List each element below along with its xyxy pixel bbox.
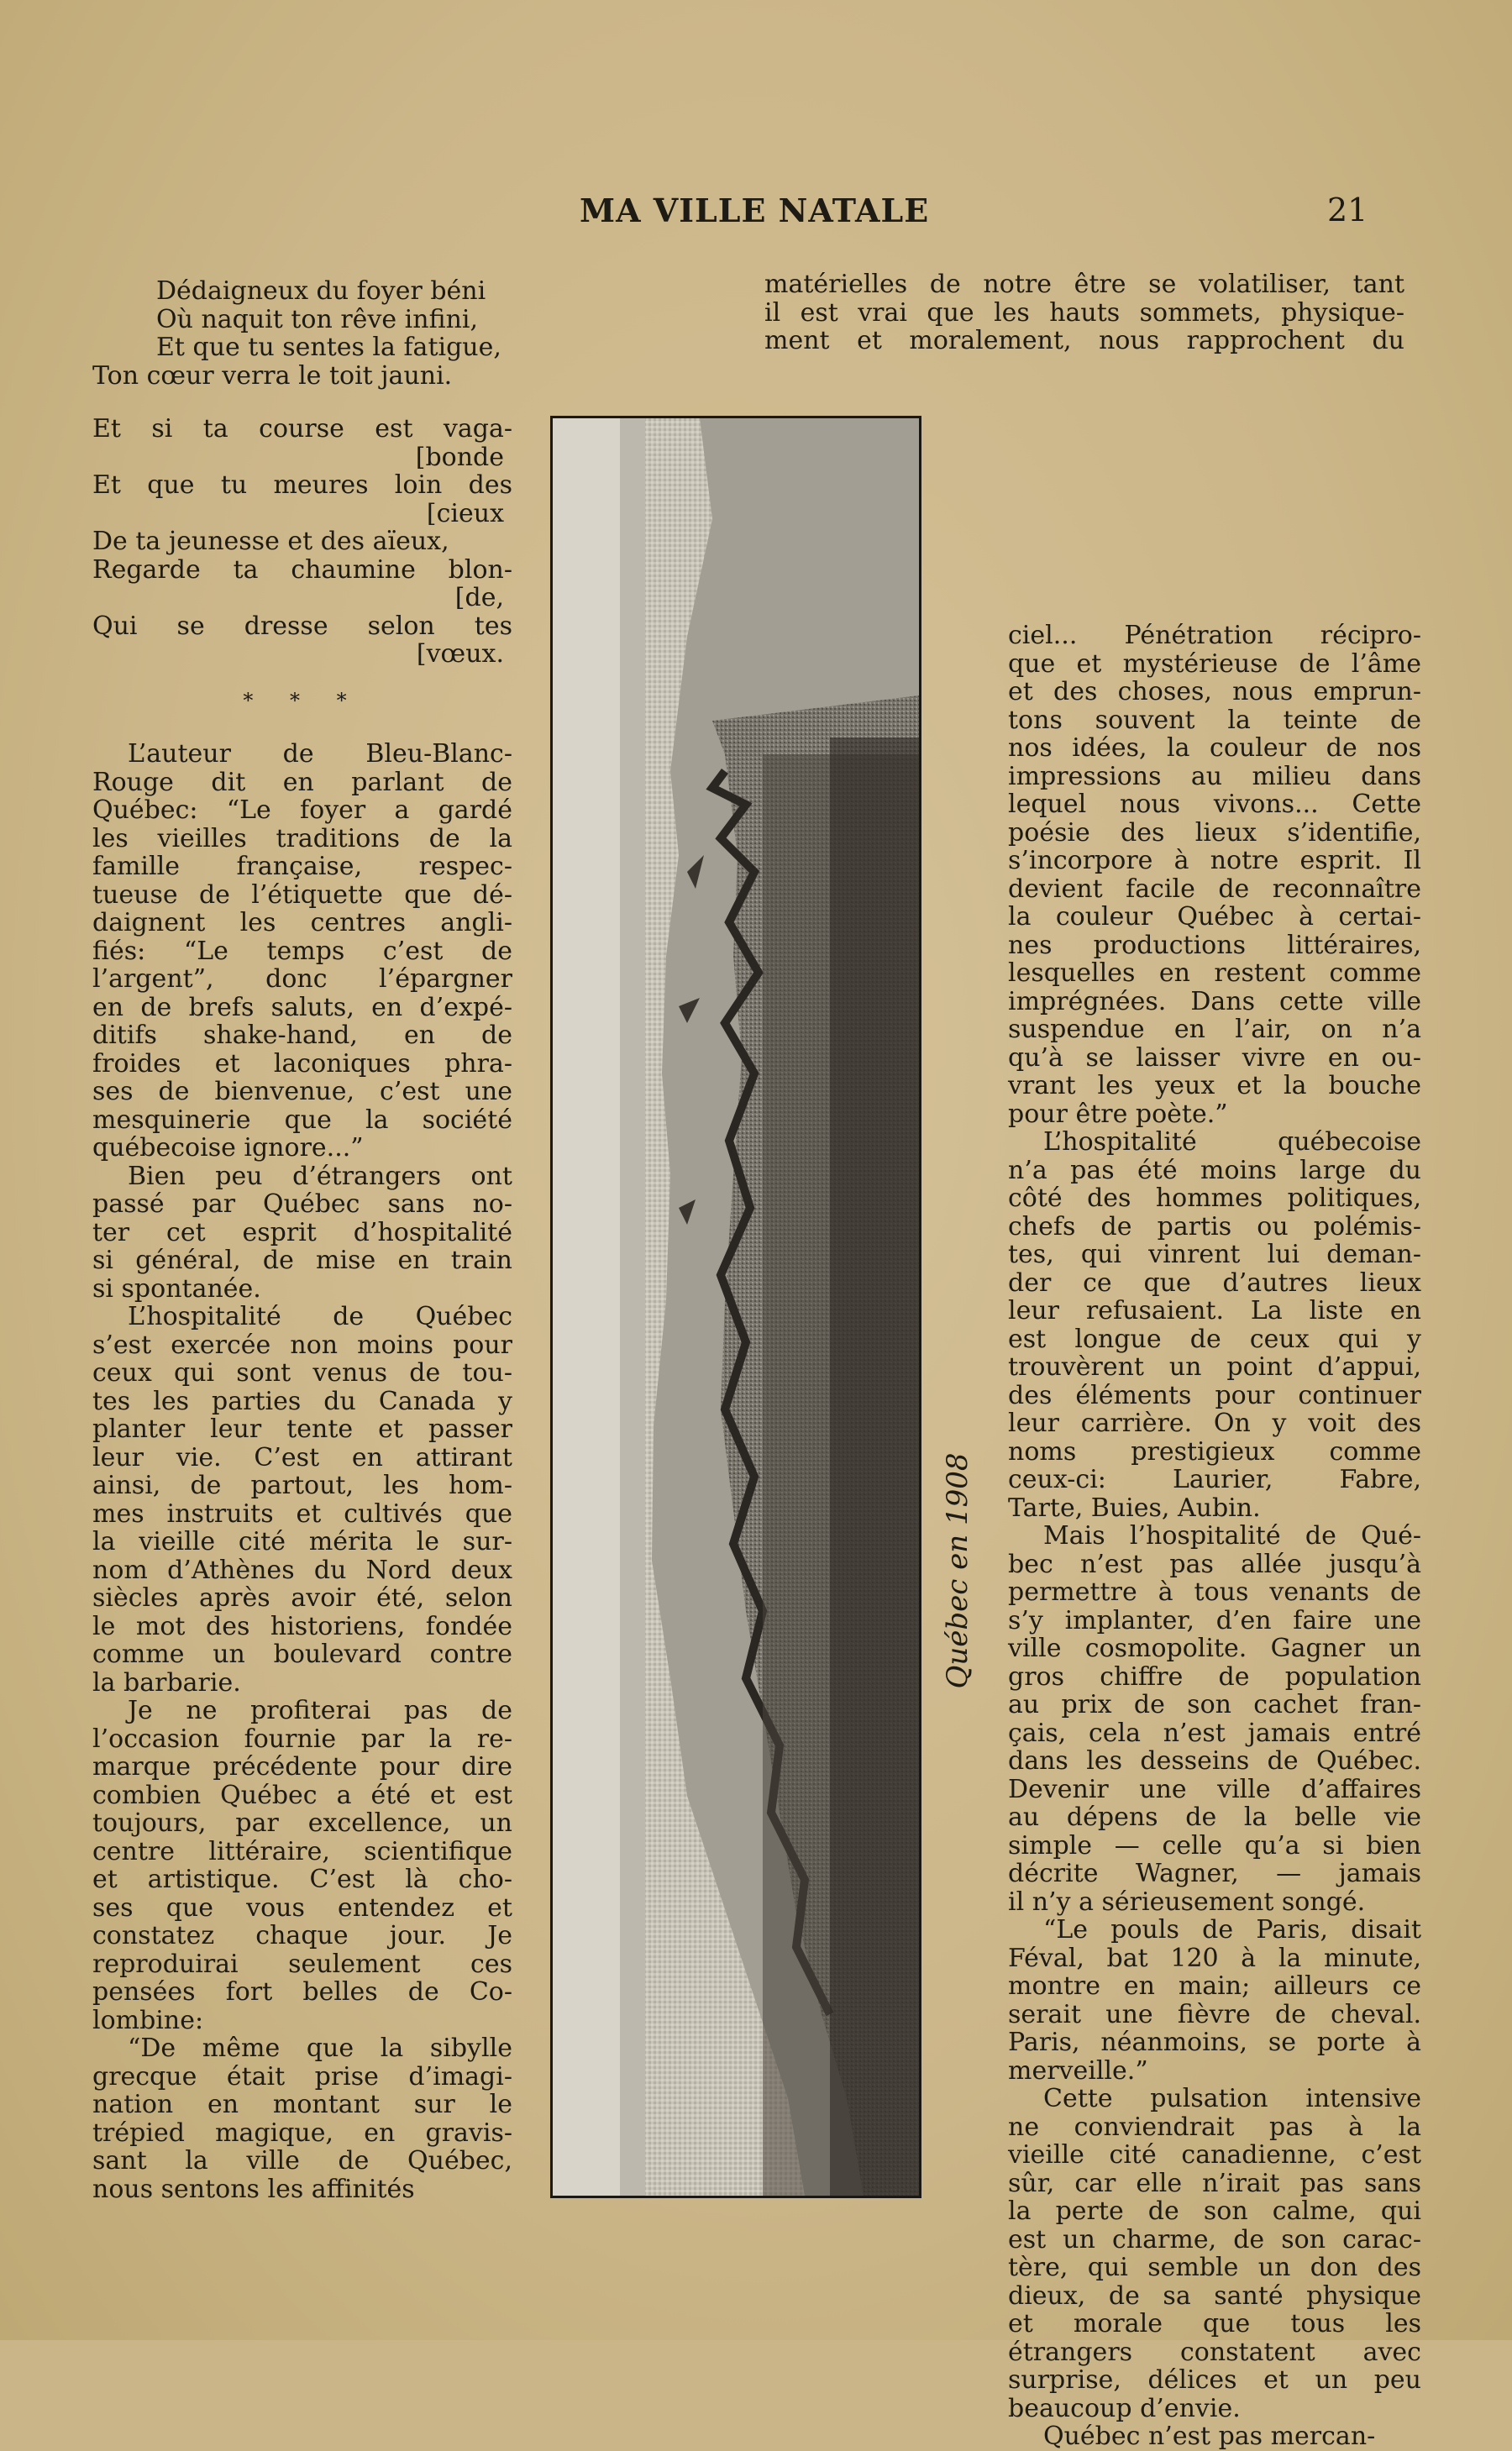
text-line: planter leur tente et passer <box>92 1414 512 1444</box>
text-line: que et mystérieuse de l’âme <box>1008 648 1421 679</box>
text-line: matérielles de notre être se volatiliser, tant <box>764 270 1404 299</box>
poem-line: Dédaigneux du foyer béni <box>156 276 486 306</box>
text-line: tes, qui vinrent lui deman- <box>1008 1240 1421 1269</box>
text-line: bec n’est pas allée jusqu’à <box>1008 1549 1421 1579</box>
text-line: passé par Québec sans no- <box>92 1189 512 1219</box>
poem-line: Qui se dresse selon tes <box>92 611 512 641</box>
text-line: tère, qui semble un don des <box>1008 2253 1421 2282</box>
left-column <box>92 277 512 2203</box>
text-line: québecoise ignore...” <box>92 1133 364 1163</box>
text-line: s’est exercée non moins pour <box>92 1330 512 1360</box>
poem-line-continuation: [cieux <box>426 498 504 528</box>
text-line: impressions au milieu dans <box>1008 761 1421 791</box>
text-line: nation en montant sur le <box>92 2090 512 2119</box>
text-line: Cette pulsation intensive <box>1043 2084 1421 2113</box>
text-line: la perte de son calme, qui <box>1008 2196 1421 2226</box>
text-line: trouvèrent un point d’appui, <box>1008 1352 1421 1382</box>
text-line: Devenir une ville d’affaires <box>1008 1774 1421 1804</box>
text-line: centre littéraire, scientifique <box>92 1836 512 1866</box>
text-line: reproduirai seulement ces <box>92 1949 512 1979</box>
running-title: MA VILLE NATALE <box>580 192 930 229</box>
text-line: nom d’Athènes du Nord deux <box>92 1555 512 1585</box>
poem-stanza-1 <box>92 277 512 390</box>
text-line: combien Québec a été et est <box>92 1780 512 1810</box>
text-line: lombine: <box>92 2005 204 2035</box>
text-line: L’hospitalité québecoise <box>1043 1127 1421 1157</box>
text-line: ainsi, de partout, les hom- <box>92 1471 512 1500</box>
text-line: Tarte, Buies, Aubin. <box>1008 1493 1261 1523</box>
text-line: la vieille cité mérita le sur- <box>92 1527 512 1556</box>
text-line: ses que vous entendez et <box>92 1892 512 1923</box>
text-line: “Le pouls de Paris, disait <box>1043 1915 1421 1945</box>
text-line: devient facile de reconnaître <box>1008 874 1421 904</box>
text-line: ment et moralement, nous rapprochent du <box>764 326 1404 355</box>
left-column-body <box>92 740 512 2203</box>
text-line: décrite Wagner, — jamais <box>1008 1859 1421 1888</box>
text-line: n’a pas été moins large du <box>1008 1155 1421 1185</box>
text-line: ceux-ci: Laurier, Fabre, <box>1008 1465 1421 1494</box>
poem-line: Ton cœur verra le toit jauni. <box>92 360 453 391</box>
text-line: noms prestigieux comme <box>1008 1436 1421 1467</box>
text-line: côté des hommes politiques, <box>1008 1184 1421 1213</box>
text-line: dieux, de sa santé physique <box>1008 2280 1421 2311</box>
text-line: ditifs shake-hand, en de <box>92 1021 512 1050</box>
text-line: lequel nous vivons... Cette <box>1008 790 1421 819</box>
right-column <box>1008 622 1421 2451</box>
text-line: imprégnées. Dans cette ville <box>1008 986 1421 1016</box>
text-line: s’incorpore à notre esprit. Il <box>1008 846 1421 875</box>
photo-caption-text: Québec en 1908 <box>941 1452 974 1689</box>
text-line: l’argent”, donc l’épargner <box>92 964 512 994</box>
text-line: mes instruits et cultivés que <box>92 1498 512 1529</box>
photo-caption <box>932 1428 983 1714</box>
text-line: nos idées, la couleur de nos <box>1008 733 1421 763</box>
text-line: Québec n’est pas mercan- <box>1043 2422 1376 2451</box>
text-line: il n’y a sérieusement songé. <box>1008 1887 1366 1917</box>
text-line: chefs de partis ou polémis- <box>1008 1211 1421 1241</box>
text-line: les vieilles traditions de la <box>92 823 512 853</box>
poem-line-continuation: [vœux. <box>416 639 504 669</box>
text-line: tons souvent la teinte de <box>1008 705 1421 735</box>
text-line: surprise, délices et un peu <box>1008 2365 1421 2395</box>
text-line: Québec: “Le foyer a gardé <box>92 795 512 825</box>
text-line: nes productions littéraires, <box>1008 930 1421 960</box>
text-line: “De même que la sibylle <box>128 2034 512 2063</box>
text-line: ne conviendrait pas à la <box>1008 2112 1421 2142</box>
quebec-photograph <box>550 416 921 2198</box>
text-line: est longue de ceux qui y <box>1008 1324 1421 1354</box>
section-separator: * * * <box>243 688 362 712</box>
text-line: vrant les yeux et la bouche <box>1008 1071 1421 1100</box>
text-line: Rouge dit en parlant de <box>92 767 512 797</box>
text-line: pour être poète.” <box>1008 1099 1228 1129</box>
poem-line: Et que tu meures loin des <box>92 470 512 500</box>
text-line: L’hospitalité de Québec <box>128 1302 512 1331</box>
text-line: le mot des historiens, fondée <box>92 1611 512 1641</box>
text-line: l’occasion fournie par la re- <box>92 1724 512 1754</box>
text-line: marque précédente pour dire <box>92 1752 512 1782</box>
text-line: si général, de mise en train <box>92 1246 512 1275</box>
text-line: si spontanée. <box>92 1273 261 1304</box>
city-panorama-image <box>553 418 919 2196</box>
text-line: tes les parties du Canada y <box>92 1386 512 1416</box>
poem-stanza-2 <box>92 415 512 669</box>
text-line: mesquinerie que la société <box>92 1105 512 1135</box>
text-line: la couleur Québec à certai- <box>1008 902 1421 932</box>
text-line: au prix de son cachet fran- <box>1008 1690 1421 1719</box>
text-line: Je ne profiterai pas de <box>128 1696 512 1725</box>
text-line: fiés: “Le temps c’est de <box>92 936 512 966</box>
poem-line: Et que tu sentes la fatigue, <box>156 333 501 362</box>
text-line: la barbarie. <box>92 1667 241 1698</box>
text-line: lesquelles en restent comme <box>1008 958 1421 988</box>
text-line: L’auteur de Bleu-Blanc- <box>128 739 512 769</box>
text-line: simple — celle qu’a si bien <box>1008 1830 1421 1861</box>
text-line: siècles après avoir été, selon <box>92 1583 512 1613</box>
text-line: beaucoup d’envie. <box>1008 2393 1241 2423</box>
text-line: trépied magique, en gravis- <box>92 2118 512 2148</box>
text-line: Paris, néanmoins, se porte à <box>1008 2028 1421 2057</box>
text-line: Bien peu d’étrangers ont <box>128 1161 512 1191</box>
text-line: ciel... Pénétration récipro- <box>1008 621 1421 650</box>
text-line: gros chiffre de population <box>1008 1661 1421 1692</box>
text-line: ville cosmopolite. Gagner un <box>1008 1634 1421 1663</box>
poem-line: Où naquit ton rêve infini, <box>156 304 479 334</box>
page-number: 21 <box>1327 192 1368 228</box>
text-line: ses de bienvenue, c’est une <box>92 1077 512 1106</box>
text-line: çais, cela n’est jamais entré <box>1008 1718 1421 1748</box>
text-line: daignent les centres angli- <box>92 908 512 937</box>
text-line: étrangers constatent avec <box>1008 2337 1421 2367</box>
text-line: leur refusaient. La liste en <box>1008 1296 1421 1325</box>
text-line: der ce que d’autres lieux <box>1008 1267 1421 1298</box>
right-column-body <box>1008 622 1421 2451</box>
text-line: constatez chaque jour. Je <box>92 1921 512 1950</box>
poem-line: De ta jeunesse et des aïeux, <box>92 527 449 556</box>
text-line: Mais l’hospitalité de Qué- <box>1043 1521 1421 1551</box>
text-line: il est vrai que les hauts sommets, physique- <box>764 297 1404 328</box>
text-line: s’y implanter, d’en faire une <box>1008 1605 1421 1635</box>
text-line: comme un boulevard contre <box>92 1640 512 1669</box>
text-line: leur carrière. On y voit des <box>1008 1409 1421 1438</box>
text-line: sant la ville de Québec, <box>92 2146 512 2175</box>
text-line: ceux qui sont venus de tou- <box>92 1358 512 1388</box>
text-line: serait une fièvre de cheval. <box>1008 1999 1421 2029</box>
poem-line: Regarde ta chaumine blon- <box>92 554 512 585</box>
text-line: toujours, par excellence, un <box>92 1808 512 1838</box>
poem-line-continuation: [bonde <box>415 442 504 472</box>
text-line: leur vie. C’est en attirant <box>92 1442 512 1472</box>
text-line: suspendue en l’air, on n’a <box>1008 1015 1421 1044</box>
text-line: et morale que tous les <box>1008 2309 1421 2338</box>
text-line: permettre à tous venants de <box>1008 1577 1421 1607</box>
top-right-text <box>764 270 1404 355</box>
text-line: famille française, respec- <box>92 852 512 881</box>
text-line: pensées fort belles de Co- <box>92 1977 512 2007</box>
text-line: tueuse de l’étiquette que dé- <box>92 879 512 910</box>
text-line: grecque était prise d’imagi- <box>92 2061 512 2091</box>
text-line: Féval, bat 120 à la minute, <box>1008 1943 1421 1973</box>
text-line: dans les desseins de Québec. <box>1008 1746 1421 1776</box>
text-line: des éléments pour continuer <box>1008 1380 1421 1410</box>
poem-line-continuation: [de, <box>454 583 504 612</box>
text-line: ter cet esprit d’hospitalité <box>92 1217 512 1247</box>
poem-line: Et si ta course est vaga- <box>92 414 512 443</box>
text-line: et des choses, nous emprun- <box>1008 677 1421 706</box>
text-line: sûr, car elle n’irait pas sans <box>1008 2168 1421 2198</box>
text-line: en de brefs saluts, en d’expé- <box>92 992 512 1022</box>
text-line: et artistique. C’est là cho- <box>92 1865 512 1894</box>
page-header <box>0 192 1512 242</box>
text-line: au dépens de la belle vie <box>1008 1803 1421 1832</box>
text-line: montre en main; ailleurs ce <box>1008 1971 1421 2001</box>
text-line: merveille.” <box>1008 2055 1148 2086</box>
text-line: poésie des lieux s’identifie, <box>1008 817 1421 848</box>
text-line: qu’à se laisser vivre en ou- <box>1008 1042 1421 1073</box>
text-line: froides et laconiques phra- <box>92 1048 512 1079</box>
text-line: vieille cité canadienne, c’est <box>1008 2140 1421 2170</box>
text-line: nous sentons les affinités <box>92 2174 415 2204</box>
text-line: est un charme, de son carac- <box>1008 2224 1421 2254</box>
